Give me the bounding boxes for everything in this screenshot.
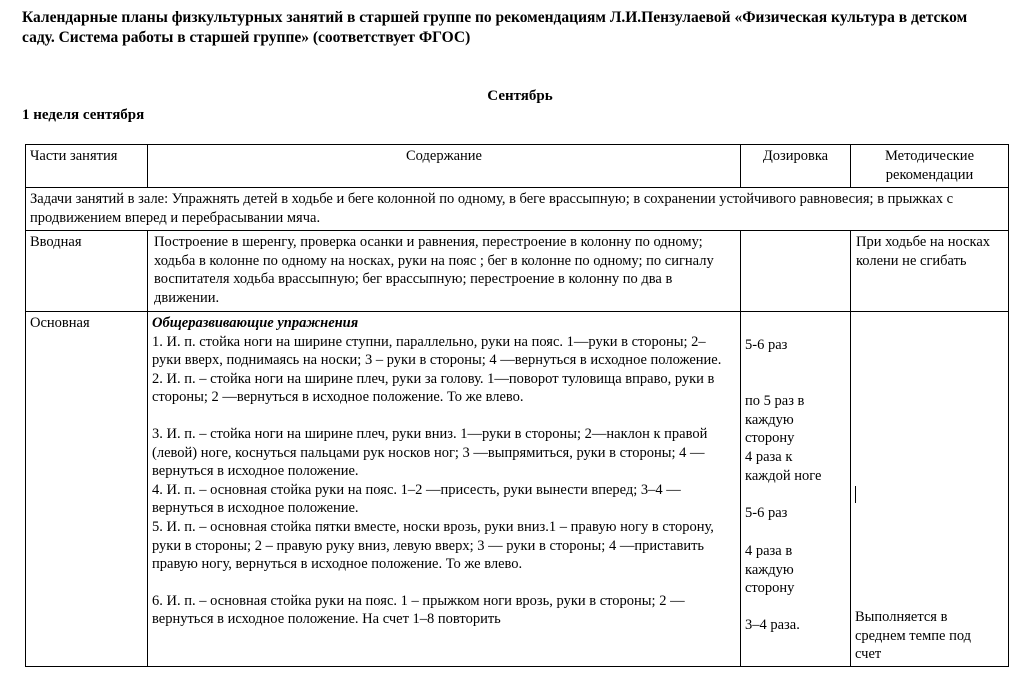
dosage-item: по 5 раз в каждую сторону — [745, 393, 805, 447]
main-recommendation: Выполняется в среднем темпе под счет — [855, 609, 972, 663]
week-heading: 1 неделя сентября — [22, 107, 145, 123]
lesson-plan-table — [25, 144, 1009, 667]
exercise-item: 1. И. п. стойка ноги на ширине ступни, параллельно, руки на пояс. 1—руки в стороны; 2– руки вверх, поднимаясь на носки; 3 – руки в стороны; 4 —вернуться в исходное положение. — [152, 333, 722, 369]
main-content — [148, 312, 741, 667]
table-header-row — [26, 145, 1009, 188]
main-row — [26, 312, 1009, 667]
tasks-text: Задачи занятий в зале: Упражнять детей в ходьбе и беге колонной по одному, в беге врассыпную; в сохранении устойчивого равновесия; в прыжках с продвижением вперед и перебрасывании мяча. — [26, 188, 1009, 231]
exercise-item: 5. И. п. – основная стойка пятки вместе, носки врозь, руки вниз.1 – правую ногу в сторону, руки в стороны; 2 – правую руку вниз, левую вверх; 3 — руки в стороны; 4 —приставить правую ногу, вернуться в исходное положение. То же влево. — [152, 518, 714, 573]
dosage-item: 3–4 раза. — [745, 617, 800, 633]
main-part-label: Основная — [26, 312, 148, 667]
dosage-item: 4 раза к каждой ноге — [745, 449, 822, 484]
exercise-item: 3. И. п. – стойка ноги на ширине плеч, руки вниз. 1—руки в стороны; 2—наклон к правой (левой) ноге, коснуться пальцами рук носков ног; 3 —выпрямиться, руки в стороны; 4 —вернуться в исходное положение. — [152, 425, 708, 480]
header-content: Содержание — [148, 145, 741, 188]
dosage-item: 5-6 раз — [745, 337, 788, 353]
exercise-item: 4. И. п. – основная стойка руки на пояс. 1–2 —присесть, руки вынести вперед; 3–4 — вернуться в исходное положение. — [152, 481, 681, 517]
exercises-section-title: Общеразвивающие упражнения — [152, 315, 359, 331]
main-recommendation-cell — [851, 312, 1009, 667]
main-dosage — [741, 312, 851, 667]
tasks-row — [26, 188, 1009, 231]
exercise-item: 6. И. п. – основная стойка руки на пояс. 1 – прыжком ноги врозь, руки в стороны; 2 —вернуться в исходное положение. На счет 1–8 повторить — [152, 592, 685, 628]
month-heading: Сентябрь — [487, 88, 553, 104]
dosage-item: 4 раза в каждую сторону — [745, 543, 795, 597]
text-cursor — [855, 486, 856, 503]
header-dosage: Дозировка — [741, 145, 851, 188]
dosage-item: 5-6 раз — [745, 505, 788, 521]
intro-part-label: Вводная — [26, 231, 148, 312]
document-title: Календарные планы физкультурных занятий в старшей группе по рекомендациям Л.И.Пензулаевой «Физическая культура в детском саду. Система работы в старшей группе» (соответствует ФГОС) — [22, 9, 968, 46]
header-methodical: Методические рекомендации — [851, 145, 1009, 188]
intro-dosage — [741, 231, 851, 312]
intro-recommendation: При ходьбе на носках колени не сгибать — [851, 231, 1009, 312]
intro-row — [26, 231, 1009, 312]
header-parts: Части занятия — [26, 145, 148, 188]
intro-content: Построение в шеренгу, проверка осанки и равнения, перестроение в колонну по одному; ходьба в колонне по одному на носках, руки на пояс ; бег в колонне по одному; по сигналу воспитателя ходьба врассыпную; бег врассыпную; перестроение в колонну по два в движении. — [148, 231, 741, 312]
exercise-item: 2. И. п. – стойка ноги на ширине плеч, руки за голову. 1—поворот туловища вправо, руки в стороны; 2 —вернуться в исходное положение. То же влево. — [152, 370, 715, 406]
